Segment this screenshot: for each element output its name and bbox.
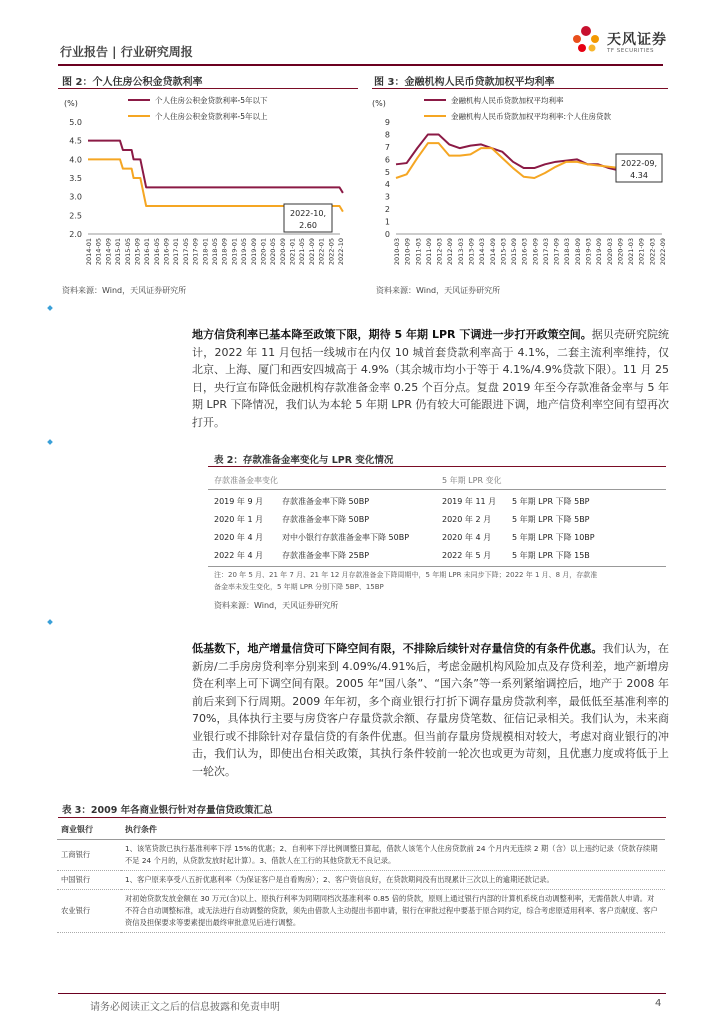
x-tick-label: 2021-09 bbox=[637, 238, 646, 266]
x-tick-label: 2016-03 bbox=[520, 238, 529, 266]
table2-source: 资料来源：Wind，天风证券研究所 bbox=[214, 601, 339, 610]
x-tick-label: 2015-09 bbox=[133, 238, 142, 266]
y-tick-label: 6 bbox=[384, 155, 390, 165]
paragraph-1 bbox=[192, 326, 669, 431]
x-tick-label: 2018-09 bbox=[573, 238, 582, 266]
table2-cell-d2: 2019 年 11 月 bbox=[442, 497, 497, 506]
x-tick-label: 2015-03 bbox=[499, 238, 508, 266]
x-tick-label: 2018-01 bbox=[201, 238, 210, 266]
table3-header-cond: 执行条件 bbox=[121, 821, 665, 840]
y-tick-label: 4.0 bbox=[69, 155, 82, 165]
x-tick-label: 2010-09 bbox=[403, 238, 412, 266]
x-tick-label: 2020-09 bbox=[616, 238, 625, 266]
x-tick-label: 2017-01 bbox=[172, 238, 181, 266]
x-tick-label: 2018-03 bbox=[563, 238, 572, 266]
paragraph-1-lead: 地方信贷利率已基本降至政策下限，期待 5 年期 LPR 下调进一步打开政策空间。 bbox=[192, 328, 592, 341]
table2-header-1: 存款准备金率变化 bbox=[214, 476, 278, 485]
x-tick-label: 2014-09 bbox=[104, 238, 113, 266]
paragraph-2-body: 我们认为，在新房/二手房房贷利率分别来到 4.09%/4.91%后，考虑金融机构风险加点及存贷利差，地产新增房贷在利率上可下调空间有限。2005 年“国八条”、“国六条”等一系列紧缩调控后，地产于 2008 年前后来到下行周期。2009 年年初，多个商业银行打折下调存量房贷款利率，最低低至基准利率的 70%，具体执行主要与房贷客户存量贷款余额、存量房贷笔数、征信记录相关。我们认为，未来商业银行或不排除针对存量信贷的有条件优惠。但当前存量房贷规模相对较大，考虑对商业银行的冲击，我们认为，即使出台相关政策，其执行条件较前一轮次也或更为苛刻，且优惠力度或将低于上一轮次。 bbox=[192, 642, 670, 778]
x-tick-label: 2022-10 bbox=[337, 238, 345, 266]
x-tick-label: 2017-09 bbox=[552, 238, 561, 266]
table2-note-2: 备金率未发生变化，5 年期 LPR 分别下降 5BP、15BP bbox=[214, 583, 384, 591]
table3-title: 表 3：2009 年各商业银行针对存量信贷政策汇总 bbox=[62, 805, 273, 816]
footer-rule bbox=[58, 993, 666, 994]
x-tick-label: 2021-05 bbox=[298, 238, 307, 266]
legend-label: 金融机构人民币贷款加权平均利率:个人住房贷款 bbox=[451, 112, 612, 121]
table3 bbox=[57, 821, 665, 933]
page-number: 4 bbox=[655, 998, 662, 1009]
paragraph-2-lead: 低基数下，地产增量信贷可下降空间有限，不排除后续针对存量信贷的有条件优惠。 bbox=[192, 642, 603, 655]
x-tick-label: 2019-01 bbox=[230, 238, 239, 266]
x-tick-label: 2021-09 bbox=[307, 238, 316, 266]
figure2-chart bbox=[58, 90, 358, 282]
table3-cond: 对初始贷款发放金额在 30 万元(含)以上、原执行利率为同期同档次基准利率 0.85 倍的贷款，原则上通过银行内部的计算机系统自动调整利率，无需借款人申请。对不符合自动调整标准，或无法进行自动调整的贷款，须先由借款人主动提出书面申请，银行在审批过程中要基于原合同约定，综合考虑原适用利率、客户贡献度、客户资信及担保要求等要素提出最终审批意见后进行调整。 bbox=[121, 890, 665, 933]
report-category: 行业报告 | 行业研究周报 bbox=[60, 45, 193, 59]
table2-cell-c2: 5 年期 LPR 下降 5BP bbox=[512, 515, 590, 524]
x-tick-label: 2015-09 bbox=[510, 238, 519, 266]
x-tick-label: 2016-09 bbox=[531, 238, 540, 266]
table2-cell-c1: 对中小银行存款准备金率下降 50BP bbox=[282, 533, 410, 542]
table3-header-bank: 商业银行 bbox=[57, 821, 121, 840]
x-tick-label: 2019-09 bbox=[595, 238, 604, 266]
x-tick-label: 2015-05 bbox=[123, 238, 132, 266]
table2-cell-c1: 存款准备金率下降 50BP bbox=[282, 515, 370, 524]
table2-cell-d1: 2020 年 4 月 bbox=[214, 533, 264, 542]
tf-logo-icon bbox=[568, 22, 604, 56]
x-tick-label: 2020-09 bbox=[278, 238, 287, 266]
y-tick-label: 7 bbox=[384, 142, 390, 152]
table-row bbox=[57, 840, 665, 871]
y-axis-label: (%) bbox=[372, 99, 386, 108]
table2-cell-c1: 存款准备金率下降 25BP bbox=[282, 551, 370, 560]
footer-disclaimer: 请务必阅读正文之后的信息披露和免责申明 bbox=[90, 1002, 280, 1013]
x-tick-label: 2018-05 bbox=[211, 238, 219, 266]
x-tick-label: 2014-01 bbox=[85, 238, 93, 266]
logo-subtext: TF SECURITIES bbox=[607, 48, 654, 54]
table3-cond: 1、客户原来享受八五折优惠利率（为保证客户是自看购房）；2、客户资信良好，在贷款期间没有出现累计三次以上的逾期还款记录。 bbox=[121, 871, 665, 890]
x-tick-label: 2013-09 bbox=[467, 238, 476, 266]
figure3-rule bbox=[372, 88, 668, 89]
y-tick-label: 2.5 bbox=[69, 211, 82, 221]
table2-cell-d1: 2020 年 1 月 bbox=[214, 515, 264, 524]
table2-title: 表 2：存款准备金率变化与 LPR 变化情况 bbox=[214, 455, 394, 466]
table-row bbox=[57, 890, 665, 933]
annotation-value: 4.34 bbox=[630, 171, 648, 180]
legend-label: 个人住房公积金贷款利率-5年以下 bbox=[155, 96, 268, 105]
figure2-source: 资料来源：Wind，天风证券研究所 bbox=[62, 286, 187, 295]
table2-cell-c2: 5 年期 LPR 下降 15B bbox=[512, 551, 590, 560]
table2-top-rule bbox=[208, 466, 666, 467]
x-tick-label: 2019-03 bbox=[584, 238, 593, 266]
series-line-1 bbox=[88, 141, 343, 193]
x-tick-label: 2016-01 bbox=[143, 238, 152, 266]
y-tick-label: 4 bbox=[384, 180, 390, 190]
figure2-title: 图 2：个人住房公积金贷款利率 bbox=[62, 77, 203, 88]
y-tick-label: 3.0 bbox=[69, 192, 82, 202]
x-tick-label: 2012-09 bbox=[446, 238, 455, 266]
y-tick-label: 5.0 bbox=[69, 118, 82, 127]
table3-bank: 中国银行 bbox=[57, 871, 121, 890]
header-rule bbox=[58, 64, 663, 66]
table2-cell-d2: 2020 年 4 月 bbox=[442, 533, 492, 542]
y-tick-label: 2 bbox=[384, 205, 390, 215]
table-row bbox=[57, 871, 665, 890]
table2-bottom-rule bbox=[208, 566, 666, 567]
table2-header-2: 5 年期 LPR 变化 bbox=[442, 476, 502, 485]
legend-label: 金融机构人民币贷款加权平均利率 bbox=[451, 96, 564, 105]
legend-label: 个人住房公积金贷款利率-5年以上 bbox=[155, 112, 268, 121]
table2-cell-c1: 存款准备金率下降 50BP bbox=[282, 497, 370, 506]
y-tick-label: 3 bbox=[384, 192, 390, 202]
x-tick-label: 2022-03 bbox=[648, 238, 657, 266]
x-tick-label: 2016-05 bbox=[152, 238, 161, 266]
bullet-icon bbox=[47, 305, 53, 311]
x-tick-label: 2013-03 bbox=[456, 238, 465, 266]
annotation-value: 2.60 bbox=[299, 221, 317, 230]
x-tick-label: 2014-03 bbox=[478, 238, 487, 266]
y-tick-label: 8 bbox=[384, 130, 390, 140]
x-tick-label: 2017-05 bbox=[181, 238, 190, 266]
x-tick-label: 2011-03 bbox=[414, 238, 423, 266]
figure2-rule bbox=[58, 88, 358, 89]
table2-header-rule bbox=[208, 489, 666, 490]
x-tick-label: 2017-03 bbox=[541, 238, 550, 266]
paragraph-2 bbox=[192, 640, 669, 780]
table2-cell-c2: 5 年期 LPR 下降 10BP bbox=[512, 533, 595, 542]
table2-note-1: 注：20 年 5 月、21 年 7 月、21 年 12 月存款准备金下降周期中，5 年期 LPR 未同步下降；2022 年 1 月、8 月，存款准 bbox=[214, 571, 598, 579]
y-tick-label: 0 bbox=[384, 230, 390, 239]
y-tick-label: 4.5 bbox=[69, 136, 82, 146]
table2-cell-d2: 2020 年 2 月 bbox=[442, 515, 492, 524]
table2-cell-d1: 2019 年 9 月 bbox=[214, 497, 264, 506]
bullet-icon bbox=[47, 619, 53, 625]
x-tick-label: 2012-03 bbox=[435, 238, 444, 266]
x-tick-label: 2016-09 bbox=[162, 238, 171, 266]
x-tick-label: 2021-03 bbox=[627, 238, 636, 266]
annotation-label: 2022-10, bbox=[290, 209, 326, 218]
x-tick-label: 2021-01 bbox=[288, 237, 297, 266]
x-tick-label: 2014-09 bbox=[488, 238, 497, 266]
figure3-source: 资料来源：Wind，天风证券研究所 bbox=[376, 286, 501, 295]
x-tick-label: 2020-01 bbox=[259, 238, 268, 266]
logo-text: 天风证券 bbox=[607, 32, 667, 48]
x-tick-label: 2018-09 bbox=[220, 238, 229, 266]
figure3-chart bbox=[370, 90, 670, 282]
y-tick-label: 9 bbox=[384, 118, 390, 127]
figure3-title: 图 3：金融机构人民币贷款加权平均利率 bbox=[374, 77, 555, 88]
table3-bank: 农业银行 bbox=[57, 890, 121, 933]
y-tick-label: 2.0 bbox=[69, 230, 82, 239]
x-tick-label: 2011-09 bbox=[424, 238, 433, 266]
table2-cell-d2: 2022 年 5 月 bbox=[442, 551, 492, 560]
bullet-icon bbox=[47, 439, 53, 445]
x-tick-label: 2020-03 bbox=[605, 237, 614, 266]
table3-header-row bbox=[57, 821, 665, 840]
y-tick-label: 1 bbox=[384, 217, 390, 227]
x-tick-label: 2022-05 bbox=[327, 238, 336, 266]
table2-cell-c2: 5 年期 LPR 下降 5BP bbox=[512, 497, 590, 506]
y-tick-label: 5 bbox=[384, 167, 390, 177]
x-tick-label: 2022-01 bbox=[317, 238, 326, 266]
x-tick-label: 2017-09 bbox=[191, 238, 200, 266]
table3-bank: 工商银行 bbox=[57, 840, 121, 871]
y-tick-label: 3.5 bbox=[69, 174, 82, 183]
x-tick-label: 2022-09 bbox=[659, 238, 667, 266]
x-tick-label: 2019-09 bbox=[249, 238, 258, 266]
table3-top-rule bbox=[58, 817, 666, 818]
x-tick-label: 2014-05 bbox=[94, 238, 103, 266]
x-tick-label: 2010-03 bbox=[393, 238, 401, 266]
x-tick-label: 2020-05 bbox=[269, 238, 278, 266]
paragraph-1-body: 据贝壳研究院统计，2022 年 11 月包括一线城市在内仅 10 城首套贷款利率高于 4.1%，二套主流利率维持，仅北京、上海、厦门和西安四城高于 4.9%（其余城市均小于等于 4.1%/4.9%贷款下限）。11 月 25 日，央行宣布降低金融机构存款准备金率 0.25 个百分点。复盘 2019 年至今存款准备金率与 5 年期 LPR 下降情况，我们认为本轮 5 年期 LPR 仍有较大可能跟进下调，地产信贷利率空间有望再次打开。 bbox=[192, 328, 670, 429]
table2-cell-d1: 2022 年 4 月 bbox=[214, 551, 264, 560]
y-axis-label: (%) bbox=[64, 99, 78, 108]
annotation-label: 2022-09, bbox=[621, 159, 657, 168]
x-tick-label: 2015-01 bbox=[114, 238, 123, 266]
table3-cond: 1、该笔贷款已执行基准利率下浮 15%的优惠；2、自利率下浮比例调整日算起，借款人该笔个人住房贷款前 24 个月内无连续 2 期（含）以上违约记录（贷款存续期不足 24 个月的，从贷款发放时起计算）。3、借款人在工行的其他贷款无不良记录。 bbox=[121, 840, 665, 871]
x-tick-label: 2019-05 bbox=[240, 238, 249, 266]
